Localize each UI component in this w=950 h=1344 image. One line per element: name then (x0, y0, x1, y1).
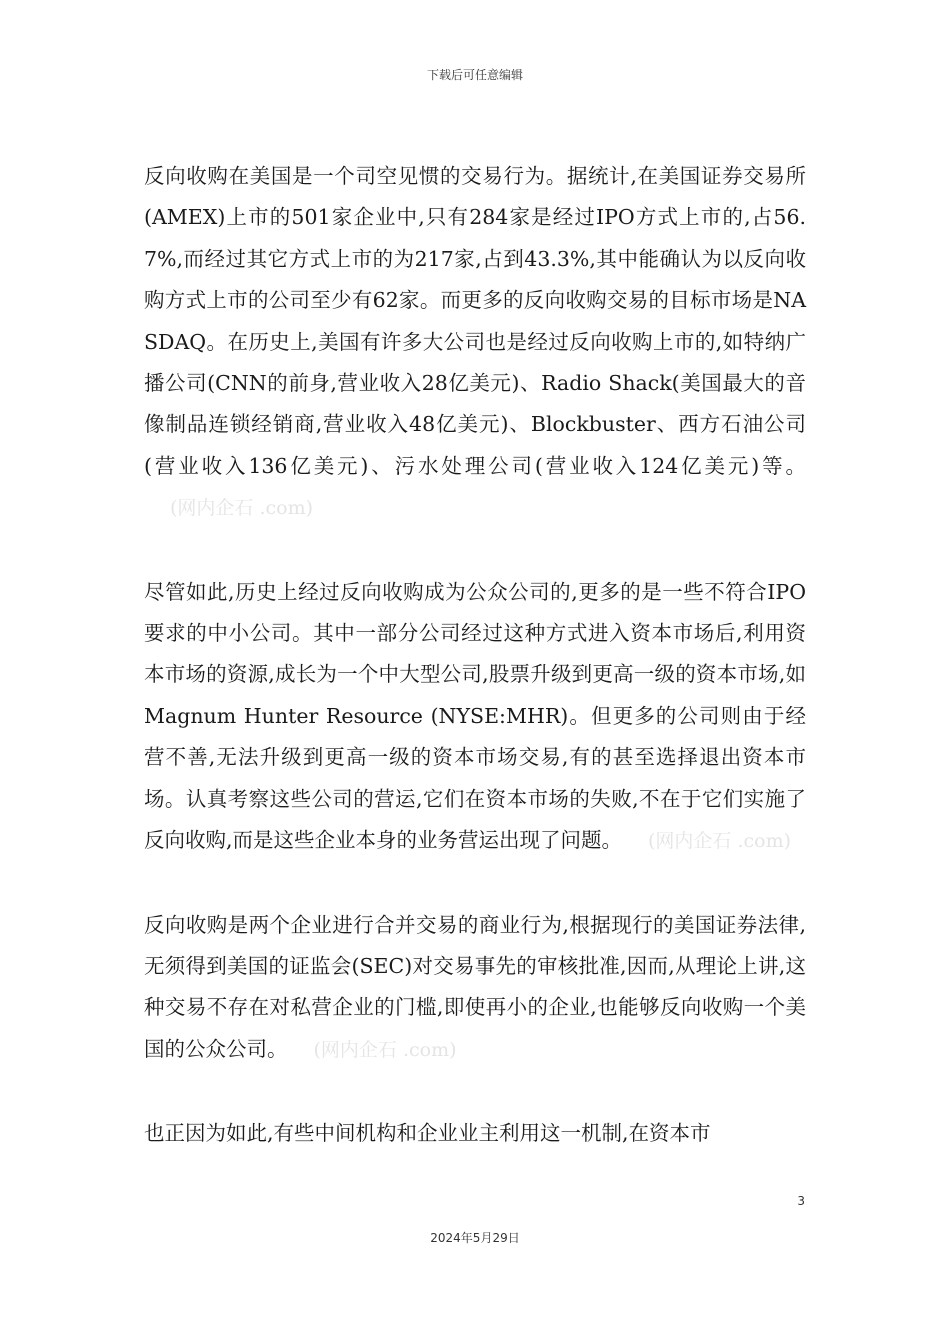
watermark-text-3: (网内企石 .com) (313, 1038, 457, 1061)
paragraph-1 (144, 156, 806, 530)
paragraph-4-text: 也正因为如此,有些中间机构和企业业主利用这一机制,在资本市 (144, 1121, 711, 1146)
paragraph-2 (144, 572, 806, 863)
paragraph-3-text: 反向收购是两个企业进行合并交易的商业行为,根据现行的美国证券法律,无须得到美国的证监会(SEC)对交易事先的审核批准,因而,从理论上讲,这种交易不存在对私营企业的门槛,即使再小的企业,也能够反向收购一个美国的公众公司。 (144, 912, 806, 1061)
watermark-text-2: (网内企石 .com) (648, 830, 792, 853)
watermark-text-1: (网内企石 .com) (170, 497, 314, 520)
document-body (144, 156, 806, 1155)
paragraph-1-text: 反向收购在美国是一个司空见惯的交易行为。据统计,在美国证券交易所(AMEX)上市的501家企业中,只有284家是经过IPO方式上市的,占56.7%,而经过其它方式上市的为217家,占到43.3%,其中能确认为以反向收购方式上市的公司至少有62家。而更多的反向收购交易的目标市场是NASDAQ。在历史上,美国有许多大公司也是经过反向收购上市的,如特纳广播公司(CNN的前身,营业收入28亿美元)、Radio Shack(美国最大的音像制品连锁经销商,营业收入48亿美元)、Blockbuster、西方石油公司(营业收入136亿美元)、污水处理公司(营业收入124亿美元)等。 (144, 164, 806, 478)
page-header: 下载后可任意编辑 (426, 68, 523, 82)
paragraph-3 (144, 905, 806, 1072)
paragraph-2-text: 尽管如此,历史上经过反向收购成为公众公司的,更多的是一些不符合IPO要求的中小公司。其中一部分公司经过这种方式进入资本市场后,利用资本市场的资源,成长为一个中大型公司,股票升级到更高一级的资本市场,如Magnum Hunter Resource (NYSE:MHR)。但更多的公司则由于经营不善,无法升级到更高一级的资本市场交易,有的甚至选择退出资本市场。认真考察这些公司的营运,它们在资本市场的失败,不在于它们实施了反向收购,而是这些企业本身的业务营运出现了问题。 (144, 579, 806, 853)
page-number: 3 (797, 1194, 805, 1208)
page-footer-date: 2024年5月29日 (430, 1231, 520, 1245)
paragraph-4 (144, 1113, 806, 1154)
